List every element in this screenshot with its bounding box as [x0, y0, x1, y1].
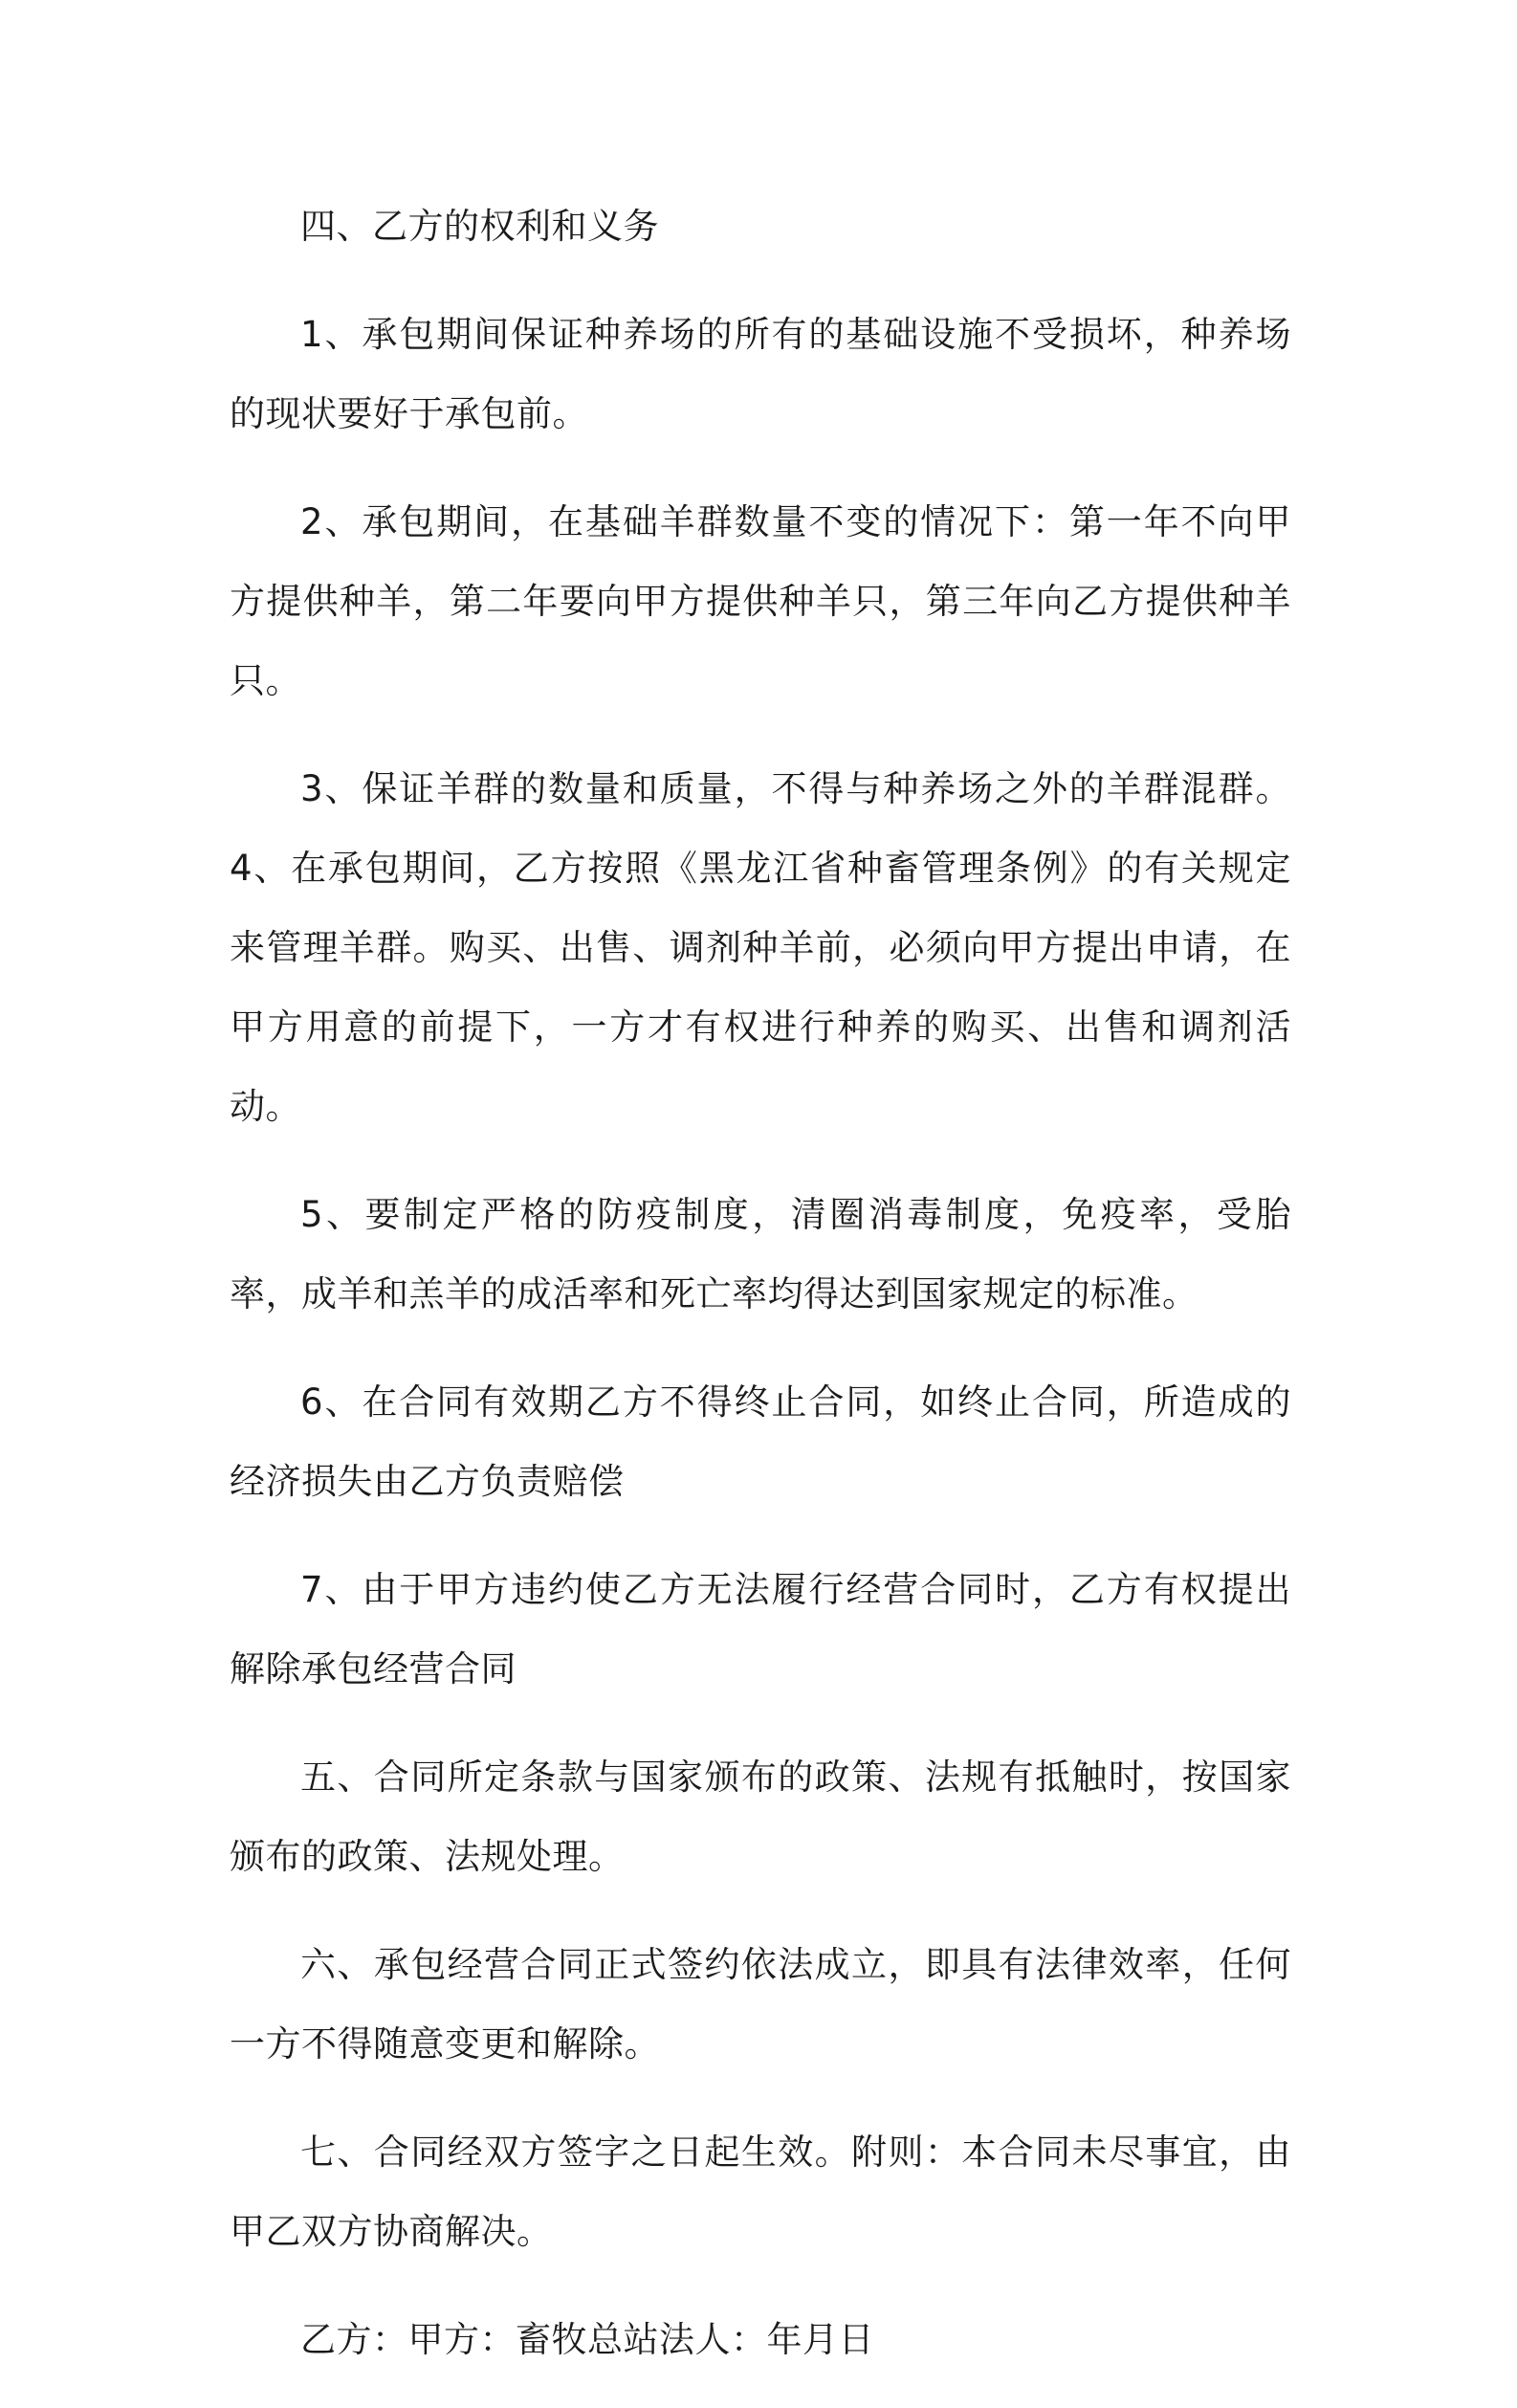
clause-5-epidemic-prevention: 5、要制定严格的防疫制度，清圈消毒制度，免疫率，受胎率，成羊和羔羊的成活率和死亡率均得达到国家规定的标准。	[230, 1194, 1291, 1314]
clause-3-4-flock-management: 3、保证羊群的数量和质量，不得与种养场之外的羊群混群。4、在承包期间，乙方按照《黑龙江省种畜管理条例》的有关规定来管理羊群。购买、出售、调剂种羊前，必须向甲方提出申请，在甲方用意的前提下，一方才有权进行种养的购买、出售和调剂活动。	[230, 768, 1291, 1127]
clause-6-termination: 6、在合同有效期乙方不得终止合同，如终止合同，所造成的经济损失由乙方负责赔偿	[230, 1381, 1291, 1502]
section-5-policy-conflict: 五、合同所定条款与国家颁布的政策、法规有抵触时，按国家颁布的政策、法规处理。	[230, 1756, 1291, 1877]
document-body	[230, 187, 1291, 2408]
clause-2-breeding-sheep: 2、承包期间，在基础羊群数量不变的情况下：第一年不向甲方提供种羊，第二年要向甲方提供种羊只，第三年向乙方提供种羊只。	[230, 501, 1291, 701]
section-6-legal-effect: 六、承包经营合同正式签约依法成立，即具有法律效率，任何一方不得随意变更和解除。	[230, 1944, 1291, 2065]
clause-7-breach: 7、由于甲方违约使乙方无法履行经营合同时，乙方有权提出解除承包经营合同	[230, 1569, 1291, 1690]
section-7-effective-date: 七、合同经双方签字之日起生效。附则：本合同未尽事宜，由甲乙双方协商解决。	[230, 2132, 1291, 2252]
section-heading-party-b-rights: 四、乙方的权利和义务	[300, 206, 659, 247]
clause-1-facilities: 1、承包期间保证种养场的所有的基础设施不受损坏，种养场的现状要好于承包前。	[230, 314, 1291, 434]
signature-line: 乙方：甲方：畜牧总站法人：年月日	[300, 2319, 874, 2360]
